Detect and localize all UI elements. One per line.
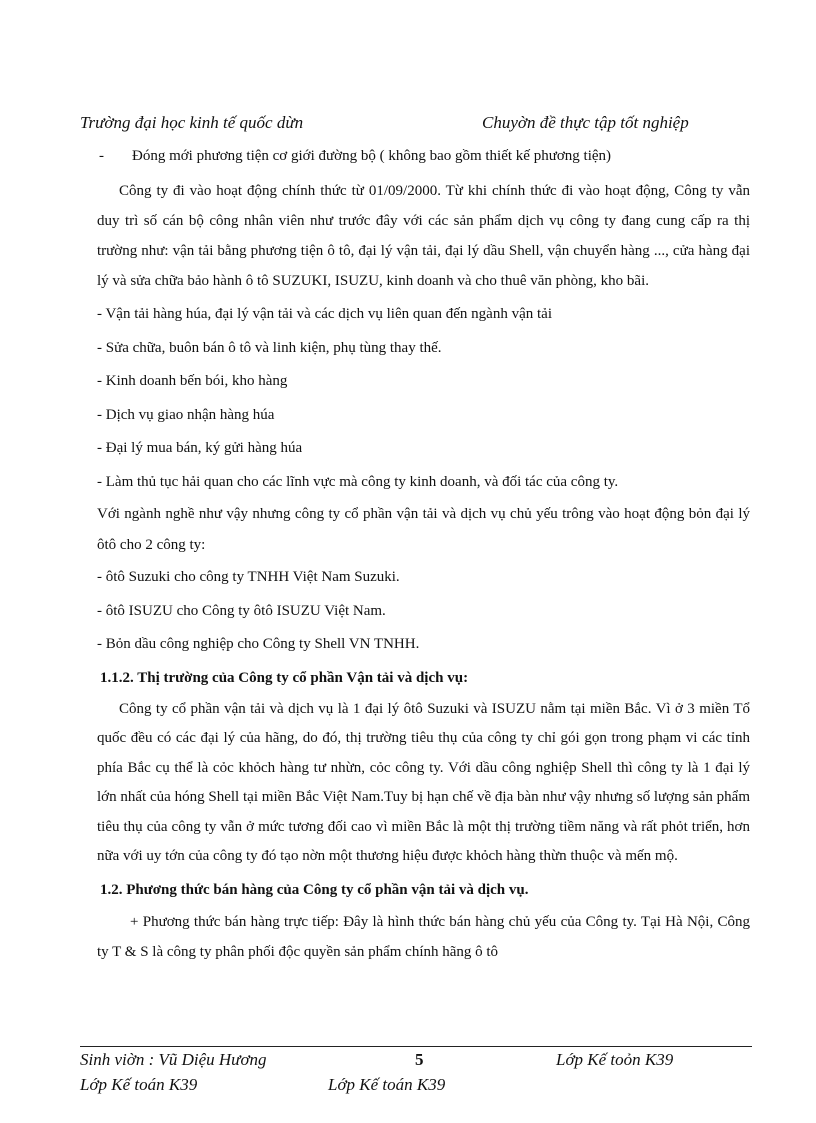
section-heading-sales: 1.2. Phương thức bán hàng của Công ty cổ phần vận tải và dịch vụ. bbox=[100, 881, 529, 898]
business-list bbox=[97, 298, 750, 499]
page-header bbox=[80, 113, 720, 137]
header-report-title: Chuyờn đề thực tập tốt nghiệp bbox=[482, 113, 689, 132]
list-item: - Sửa chữa, buôn bán ô tô và linh kiện, phụ tùng thay thế. bbox=[97, 339, 442, 356]
list-item: - Vận tải hàng húa, đại lý vận tải và các dịch vụ liên quan đến ngành vận tải bbox=[97, 306, 552, 322]
dash-mark: - bbox=[99, 148, 104, 164]
paragraph-intro: Công ty đi vào hoạt động chính thức từ 01/09/2000. Từ khi chính thức đi vào hoạt động, Công ty vẫn duy trì số cán bộ công nhân viên như trước đây với các sản phẩm dịch vụ công ty đang cung cấp ra thị trường như: vận tải bằng phương tiện ô tô, đại lý vận tải, đại lý dầu Shell, vận chuyển hàng ..., cửa hàng đại lý và sửa chữa bảo hành ô tô SUZUKI, ISUZU, kinh doanh và cho thuê văn phòng, kho bãi. bbox=[97, 183, 750, 289]
body-text bbox=[97, 142, 750, 967]
section-heading-market: 1.1.2. Thị trường của Công ty cổ phần Vận tải và dịch vụ: bbox=[100, 669, 469, 686]
footer-class-right: Lớp Kế toỏn K39 bbox=[556, 1050, 674, 1069]
paragraph-sales: + Phương thức bán hàng trực tiếp: Đây là hình thức bán hàng chủ yếu của Công ty. Tại Hà Nội, Công ty T & S là công ty phân phối độc quyền sản phẩm chính hãng ô tô bbox=[97, 913, 750, 960]
footer-class-left: Lớp Kế toán K39 bbox=[80, 1075, 198, 1094]
dash-item bbox=[99, 142, 750, 171]
list-item: - Làm thủ tục hải quan cho các lĩnh vực mà công ty kinh doanh, và đối tác của công ty. bbox=[97, 473, 619, 490]
list-item: - ôtô ISUZU cho Công ty ôtô ISUZU Việt Nam. bbox=[97, 602, 386, 619]
dash-item-text: Đóng mới phương tiện cơ giới đường bộ ( không bao gồm thiết kế phương tiện) bbox=[132, 148, 612, 164]
list-item: - Kinh doanh bến bói, kho hàng bbox=[97, 373, 288, 389]
list-item: - ôtô Suzuki cho công ty TNHH Việt Nam Suzuki. bbox=[97, 569, 400, 585]
list-item: - Bỏn dầu công nghiệp cho Công ty Shell VN TNHH. bbox=[97, 636, 420, 652]
list-item: - Đại lý mua bán, ký gửi hàng húa bbox=[97, 440, 303, 456]
footer-divider bbox=[80, 1046, 752, 1047]
page-number: 5 bbox=[415, 1050, 424, 1069]
header-school: Trường đại học kinh tế quốc dừn bbox=[80, 113, 304, 132]
dealership-list bbox=[97, 561, 750, 662]
footer-author: Sinh viờn : Vũ Diệu Hương bbox=[80, 1050, 267, 1069]
footer-class-middle: Lớp Kế toán K39 bbox=[328, 1075, 446, 1094]
list-item: - Dịch vụ giao nhận hàng húa bbox=[97, 406, 275, 423]
paragraph-dealership: Với ngành nghề như vậy nhưng công ty cổ phần vận tải và dịch vụ chủ yếu trông vào hoạt động bỏn đại lý ôtô cho 2 công ty: bbox=[97, 506, 750, 553]
paragraph-market: Công ty cổ phần vận tải và dịch vụ là 1 đại lý ôtô Suzuki và ISUZU nằm tại miền Bắc. Vì ở 3 miền Tổ quốc đều có các đại lý của hãng, do đó, thị trường tiêu thụ của công ty chỉ gói gọn trong phạm vi các tỉnh phía Bắc cụ thể là cỏc khỏch hàng tư nhừn, cỏc công ty. Với dầu công nghiệp Shell thì công ty là 1 đại lý lớn nhất của hóng Shell tại miền Bắc Việt Nam.Tuy bị hạn chế về địa bàn như vậy nhưng số lượng sản phẩm tiêu thụ của công ty vẫn ở mức tương đối cao vì miền Bắc là một thị trường tiềm năng và rất phỏt triển, hơn nữa với uy tớn của công ty đó tạo nờn một thương hiệu được khỏch hàng thừn thuộc và mến mộ. bbox=[97, 700, 750, 864]
